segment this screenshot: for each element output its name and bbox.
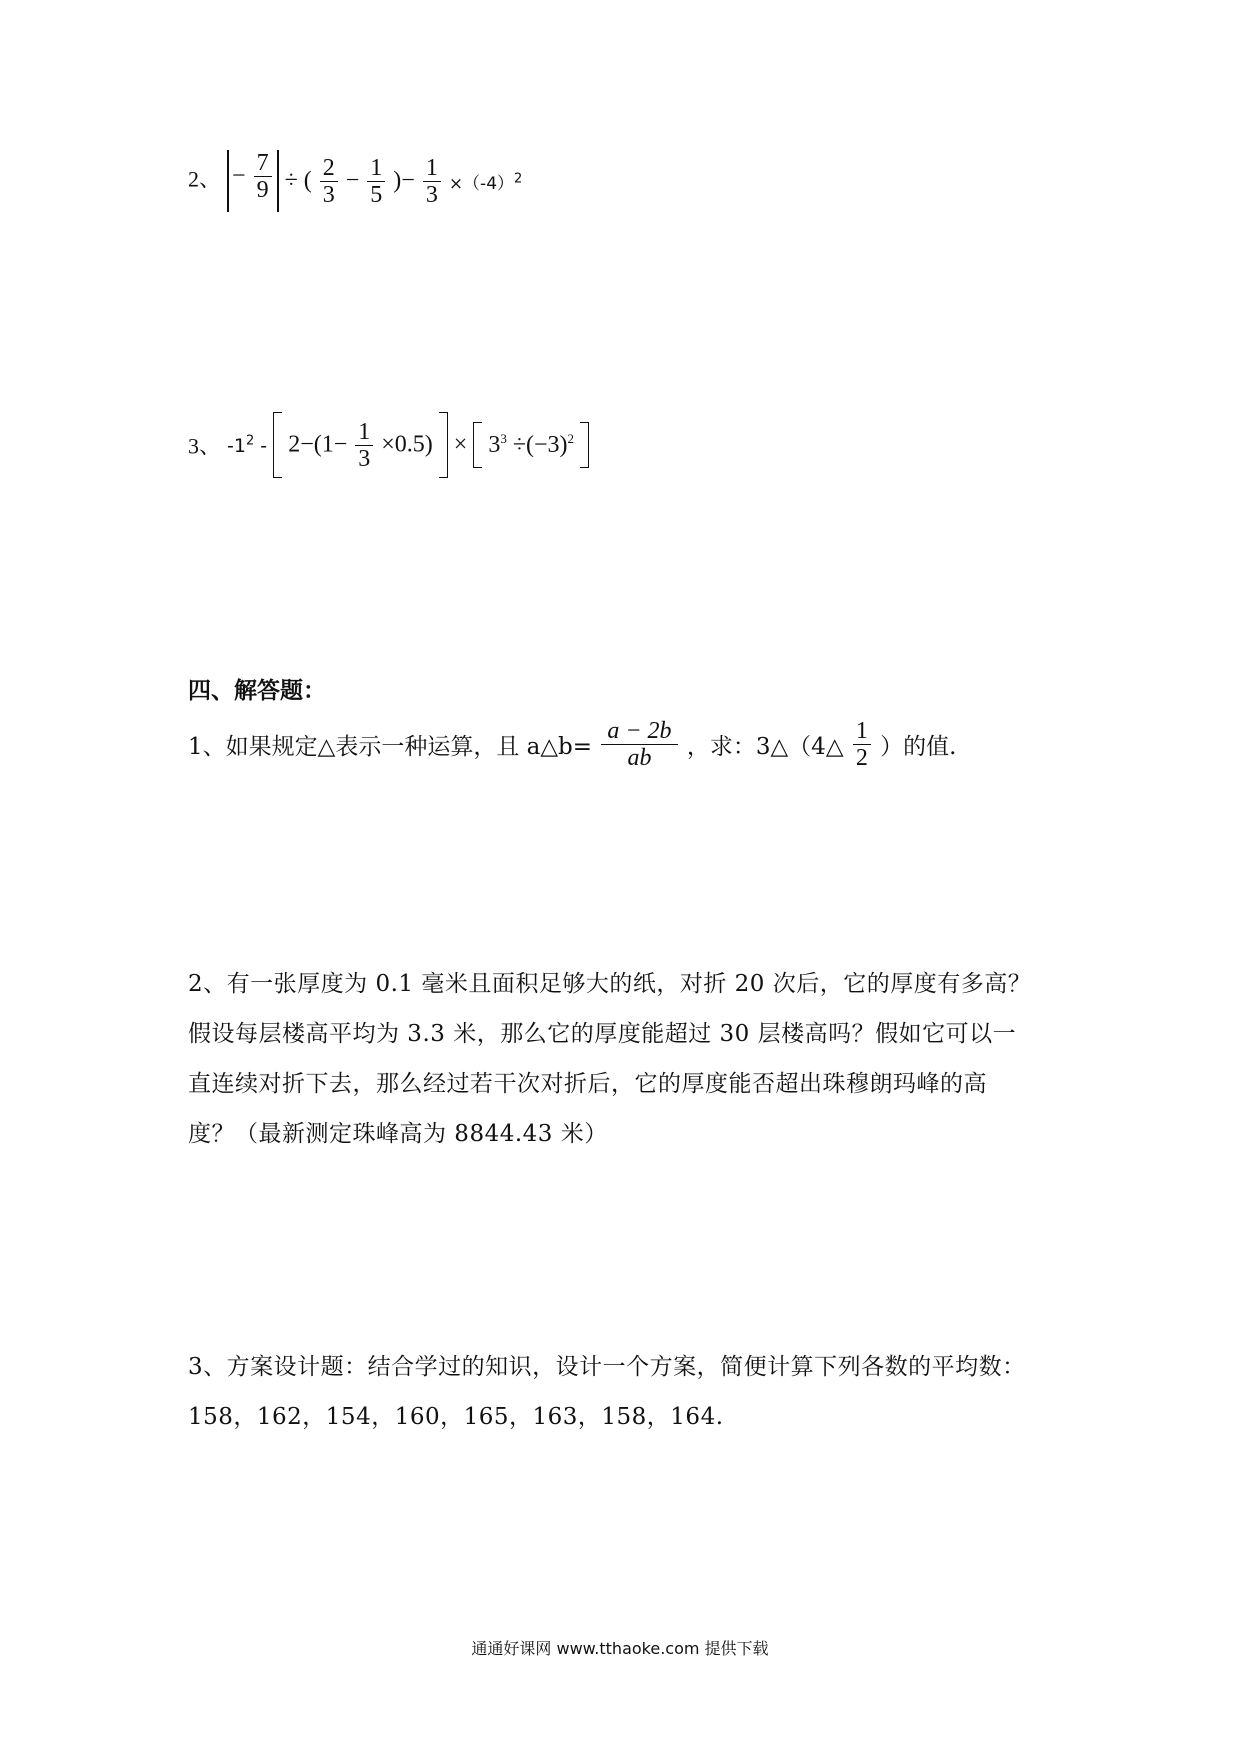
fraction-1-5 (367, 155, 385, 208)
fraction-1-3 (355, 419, 373, 472)
leading-base: -1 (227, 434, 246, 457)
right-bracket (439, 412, 448, 478)
times-sign: × (453, 431, 468, 458)
tail-exponent: 2 (514, 170, 523, 186)
section-heading: 四、解答题： (188, 678, 326, 704)
question-1 (188, 718, 956, 771)
question-3-line-2: 158，162，154，160，165，163，158，164. (188, 1404, 724, 1430)
denominator: 3 (358, 445, 371, 472)
problem-2-label: 2、 (188, 166, 222, 192)
numerator: a − 2b (601, 718, 677, 745)
question-2-line-3: 直连续对折下去，那么经过若干次对折后，它的厚度能否超出珠穆朗玛峰的高 (188, 1071, 987, 1097)
tail-text: ×（-4） (448, 173, 515, 194)
question-1-post: ）的值. (880, 734, 957, 760)
question-3 (188, 1346, 1026, 1438)
fraction-a-minus-2b-over-ab (601, 718, 677, 771)
question-2-line-2: 假设每层楼高平均为 3.3 米，那么它的厚度能超过 30 层楼高吗？假如它可以一 (188, 1021, 1017, 1047)
numerator: 1 (853, 718, 871, 745)
left-bracket (273, 412, 282, 478)
leading-term (227, 435, 273, 457)
problem-2 (188, 150, 522, 212)
right-paren-minus: )− (393, 167, 415, 194)
leading-exponent: 2 (245, 433, 255, 449)
right-bracket-2 (580, 422, 589, 468)
question-1-pre: 1、如果规定△表示一种运算，且 a△b= (188, 734, 593, 760)
denominator: 3 (425, 181, 438, 208)
numerator: 1 (367, 155, 385, 182)
page-footer: 通通好课网 www.tthaoke.com 提供下载 (471, 1639, 769, 1658)
fraction-2-3 (320, 155, 338, 208)
question-3-line-1: 3、方案设计题：结合学过的知识，设计一个方案，简便计算下列各数的平均数： (188, 1354, 1026, 1380)
numerator: 2 (320, 155, 338, 182)
power-base: 3 (488, 432, 501, 458)
problem-3 (188, 412, 589, 478)
absolute-value (227, 150, 279, 212)
bracket-2-content (488, 432, 580, 458)
problem-3-label: 3、 (188, 433, 222, 459)
divide-sign: ÷ (284, 167, 298, 194)
leading-minus: - (260, 434, 268, 457)
denominator: 5 (370, 181, 383, 208)
left-bracket-2 (473, 422, 482, 468)
expression-tail (448, 170, 523, 194)
left-paren: ( (303, 167, 312, 194)
question-1-mid: ，求：3△（4△ (686, 734, 844, 760)
numerator: 1 (355, 419, 373, 446)
bracket-1-end: ×0.5) (381, 431, 433, 458)
question-2 (188, 963, 1031, 1155)
numerator: 7 (254, 150, 272, 177)
abs-minus: − (232, 163, 246, 189)
denominator: 3 (322, 181, 335, 208)
bracket-1-start: 2−(1− (288, 431, 348, 458)
denominator: ab (627, 745, 652, 771)
divide-part: ÷(−3) (512, 432, 568, 458)
minus-sign: − (345, 167, 360, 194)
question-2-line-1: 2、有一张厚度为 0.1 毫米且面积足够大的纸，对折 20 次后，它的厚度有多高？ (188, 971, 1032, 997)
fraction-one-half (853, 718, 871, 771)
fraction-1-3 (423, 155, 441, 208)
denominator: 9 (256, 177, 269, 203)
power-exponent: 3 (500, 431, 507, 446)
square-exponent: 2 (567, 431, 575, 446)
denominator: 2 (855, 745, 868, 771)
numerator: 1 (423, 155, 441, 182)
question-2-line-4: 度？（最新测定珠峰高为 8844.43 米） (188, 1121, 608, 1147)
fraction-7-9 (254, 150, 272, 203)
